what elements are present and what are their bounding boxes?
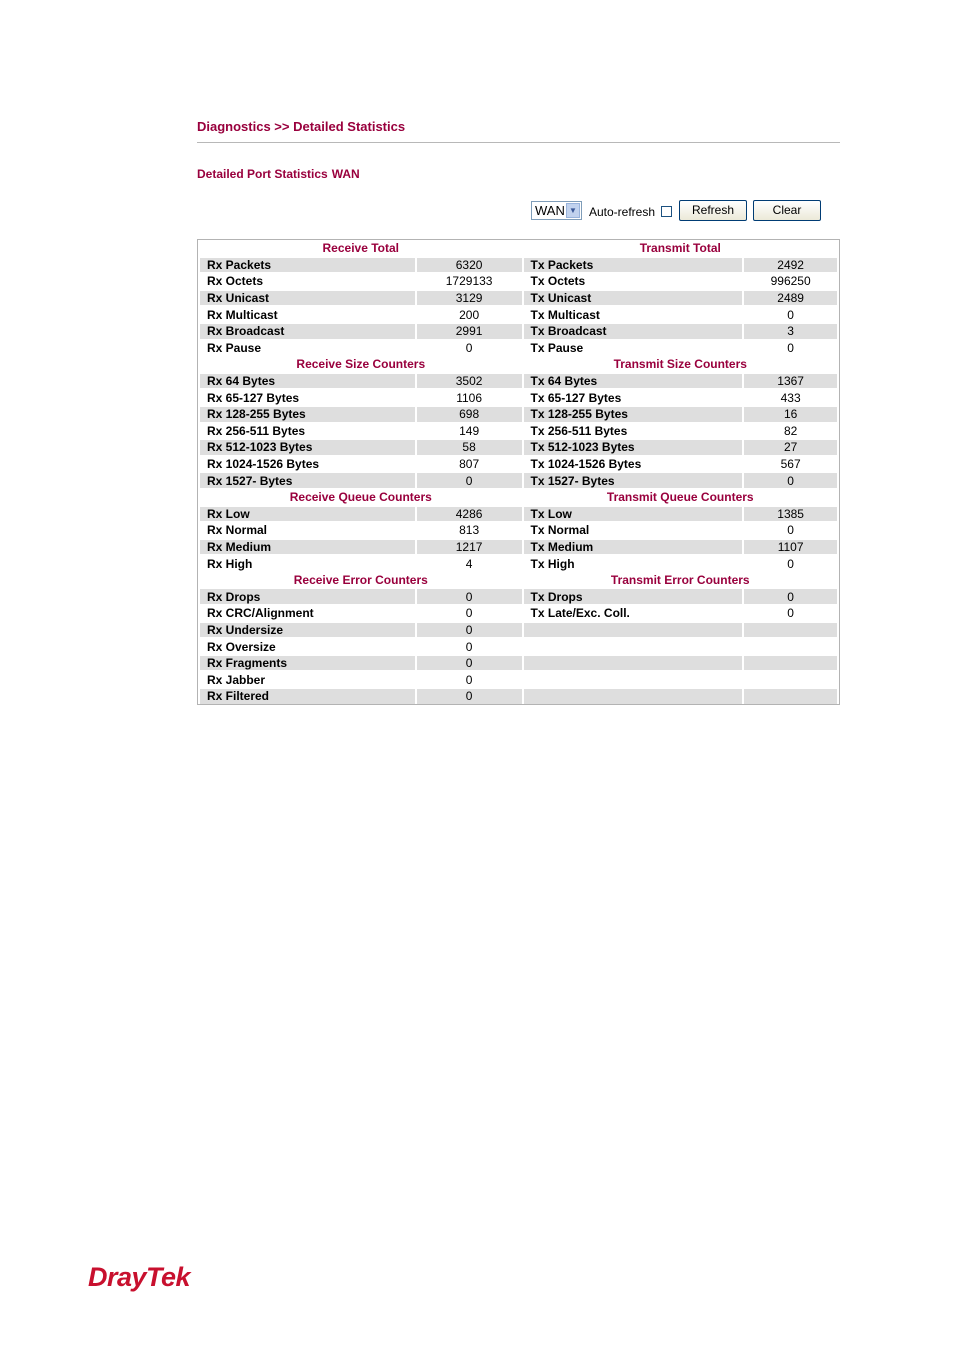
- rx-counter-value: 813: [459, 523, 480, 538]
- tx-counter-value: [744, 639, 837, 654]
- rx-counter-value: 0: [417, 589, 522, 604]
- section-header-row: [200, 357, 837, 372]
- rx-counter-label: Rx Octets: [207, 274, 264, 289]
- tx-counter-value: 16: [744, 407, 837, 422]
- tx-section-title: Transmit Total: [639, 241, 721, 256]
- rx-section-title: Receive Error Counters: [293, 573, 428, 588]
- rx-counter-label: Rx Fragments: [200, 656, 415, 671]
- tx-counter-value: [744, 672, 837, 687]
- table-row: [200, 407, 837, 422]
- clear-button[interactable]: Clear: [753, 200, 821, 221]
- tx-counter-label: [524, 639, 743, 654]
- tx-counter-value: 1367: [744, 374, 837, 389]
- tx-counter-label: Tx Late/Exc. Coll.: [530, 606, 630, 621]
- rx-counter-value: 4286: [417, 507, 522, 522]
- rx-counter-value: 0: [465, 672, 473, 687]
- tx-counter-label: Tx 256-511 Bytes: [530, 423, 628, 438]
- table-row: [200, 341, 837, 356]
- tx-counter-value: 1107: [744, 540, 837, 555]
- tx-counter-value: 2489: [744, 291, 837, 306]
- tx-counter-label: [524, 656, 743, 671]
- rx-counter-label: Rx Oversize: [207, 639, 276, 654]
- divider: [197, 142, 840, 143]
- rx-counter-value: 1729133: [445, 274, 493, 289]
- tx-counter-label: Tx Medium: [524, 540, 743, 555]
- tx-counter-label: Tx Pause: [530, 340, 584, 355]
- tx-counter-value: 996250: [770, 274, 811, 289]
- subtitle-port: WAN: [331, 167, 360, 181]
- table-row: [200, 440, 837, 455]
- tx-counter-value: 0: [787, 556, 794, 571]
- tx-counter-label: Tx 1527- Bytes: [524, 473, 743, 488]
- rx-counter-value: 4: [465, 556, 473, 571]
- tx-counter-value: 0: [744, 589, 837, 604]
- tx-counter-label: Tx Packets: [524, 258, 743, 273]
- tx-counter-label: Tx Drops: [524, 589, 743, 604]
- table-row: [200, 291, 837, 306]
- rx-counter-value: 58: [417, 440, 522, 455]
- tx-counter-value: 567: [780, 457, 801, 472]
- table-row: [200, 623, 837, 638]
- tx-counter-value: [744, 689, 837, 704]
- tx-counter-value: [744, 623, 837, 638]
- rx-counter-value: 0: [417, 473, 522, 488]
- rx-counter-label: Rx CRC/Alignment: [207, 606, 314, 621]
- rx-counter-label: Rx Packets: [200, 258, 415, 273]
- rx-counter-label: Rx Undersize: [200, 623, 415, 638]
- rx-counter-label: Rx 1024-1526 Bytes: [207, 457, 320, 472]
- port-select-value: WAN: [535, 203, 565, 218]
- tx-counter-label: Tx Normal: [530, 523, 590, 538]
- rx-counter-value: 1106: [456, 390, 483, 405]
- rx-counter-value: 0: [417, 689, 522, 704]
- table-row: [200, 540, 837, 555]
- rx-counter-label: Rx 65-127 Bytes: [207, 390, 300, 405]
- table-row: [200, 390, 837, 405]
- tx-section-title: Transmit Error Counters: [610, 573, 750, 588]
- rx-section-title: Receive Queue Counters: [289, 490, 432, 505]
- tx-counter-label: Tx 64 Bytes: [524, 374, 743, 389]
- tx-counter-label: Tx 128-255 Bytes: [524, 407, 743, 422]
- tx-counter-label: [524, 672, 743, 687]
- tx-counter-label: Tx Octets: [530, 274, 586, 289]
- tx-counter-value: 1385: [744, 507, 837, 522]
- rx-section-title: Receive Total: [322, 241, 399, 256]
- table-row: [200, 639, 837, 654]
- tx-counter-label: Tx Low: [524, 507, 743, 522]
- section-header-row: [200, 241, 837, 256]
- table-row: [200, 374, 837, 389]
- autorefresh-checkbox[interactable]: [661, 206, 672, 217]
- table-row: [200, 507, 837, 522]
- rx-counter-value: 1217: [417, 540, 522, 555]
- tx-counter-value: 0: [787, 523, 794, 538]
- autorefresh-label: Auto-refresh: [589, 205, 656, 219]
- tx-counter-value: 0: [787, 307, 794, 322]
- port-select[interactable]: [531, 201, 582, 220]
- table-row: [200, 606, 837, 621]
- rx-counter-label: Rx High: [207, 556, 253, 571]
- table-row: [200, 656, 837, 671]
- rx-counter-label: Rx Broadcast: [200, 324, 415, 339]
- section-header-row: [200, 573, 837, 588]
- rx-counter-value: 200: [459, 307, 480, 322]
- tx-counter-label: Tx 512-1023 Bytes: [524, 440, 743, 455]
- rx-counter-label: Rx Jabber: [207, 672, 266, 687]
- rx-counter-value: 149: [459, 423, 480, 438]
- page-subtitle: [197, 167, 360, 181]
- statistics-table: [197, 239, 840, 705]
- rx-counter-label: Rx 256-511 Bytes: [207, 423, 306, 438]
- rx-counter-label: Rx Multicast: [207, 307, 278, 322]
- table-row: [200, 307, 837, 322]
- section-header-row: [200, 490, 837, 505]
- rx-counter-value: 0: [465, 639, 473, 654]
- tx-counter-label: [524, 689, 743, 704]
- table-row: [200, 324, 837, 339]
- rx-counter-value: 3502: [417, 374, 522, 389]
- rx-counter-label: Rx Low: [200, 507, 415, 522]
- rx-section-title: Receive Size Counters: [296, 357, 426, 372]
- table-row: [200, 473, 837, 488]
- rx-counter-value: 0: [465, 340, 473, 355]
- rx-counter-value: 807: [459, 457, 480, 472]
- tx-counter-label: Tx Unicast: [524, 291, 743, 306]
- tx-counter-value: 2492: [744, 258, 837, 273]
- tx-counter-label: Tx 65-127 Bytes: [530, 390, 622, 405]
- breadcrumb: Diagnostics >> Detailed Statistics: [197, 119, 406, 134]
- table-row: [200, 589, 837, 604]
- table-row: [200, 457, 837, 472]
- table-row: [200, 523, 837, 538]
- table-row: [200, 672, 837, 687]
- tx-counter-label: Tx Multicast: [530, 307, 600, 322]
- table-row: [200, 424, 837, 439]
- rx-counter-label: Rx Medium: [200, 540, 415, 555]
- tx-counter-value: 0: [787, 340, 794, 355]
- subtitle-label: Detailed Port Statistics: [197, 167, 328, 181]
- tx-counter-value: 82: [783, 423, 798, 438]
- rx-counter-label: Rx 512-1023 Bytes: [200, 440, 415, 455]
- rx-counter-label: Rx Normal: [207, 523, 268, 538]
- rx-counter-value: 6320: [417, 258, 522, 273]
- rx-counter-label: Rx Drops: [200, 589, 415, 604]
- tx-counter-value: 0: [787, 606, 794, 621]
- table-row: [200, 689, 837, 704]
- rx-counter-label: Rx 128-255 Bytes: [200, 407, 415, 422]
- table-row: [200, 258, 837, 273]
- chevron-down-icon[interactable]: ▼: [566, 203, 580, 218]
- draytek-logo: DrayTek: [88, 1262, 191, 1292]
- tx-counter-label: [524, 623, 743, 638]
- tx-counter-label: Tx 1024-1526 Bytes: [530, 457, 642, 472]
- rx-counter-value: 0: [465, 606, 473, 621]
- rx-counter-label: Rx Pause: [207, 340, 262, 355]
- tx-counter-value: 0: [744, 473, 837, 488]
- table-row: [200, 556, 837, 571]
- rx-counter-label: Rx Unicast: [200, 291, 415, 306]
- rx-counter-label: Rx 1527- Bytes: [200, 473, 415, 488]
- tx-section-title: Transmit Queue Counters: [606, 490, 754, 505]
- rx-counter-value: 698: [417, 407, 522, 422]
- table-row: [200, 274, 837, 289]
- tx-section-title: Transmit Size Counters: [613, 357, 747, 372]
- tx-counter-label: Tx Broadcast: [524, 324, 743, 339]
- rx-counter-value: 0: [417, 656, 522, 671]
- refresh-button[interactable]: Refresh: [679, 200, 747, 221]
- rx-counter-value: 3129: [417, 291, 522, 306]
- tx-counter-value: [744, 656, 837, 671]
- rx-counter-label: Rx 64 Bytes: [200, 374, 415, 389]
- tx-counter-value: 3: [744, 324, 837, 339]
- tx-counter-value: 27: [744, 440, 837, 455]
- tx-counter-value: 433: [780, 390, 801, 405]
- rx-counter-value: 2991: [417, 324, 522, 339]
- rx-counter-value: 0: [417, 623, 522, 638]
- rx-counter-label: Rx Filtered: [200, 689, 415, 704]
- tx-counter-label: Tx High: [530, 556, 575, 571]
